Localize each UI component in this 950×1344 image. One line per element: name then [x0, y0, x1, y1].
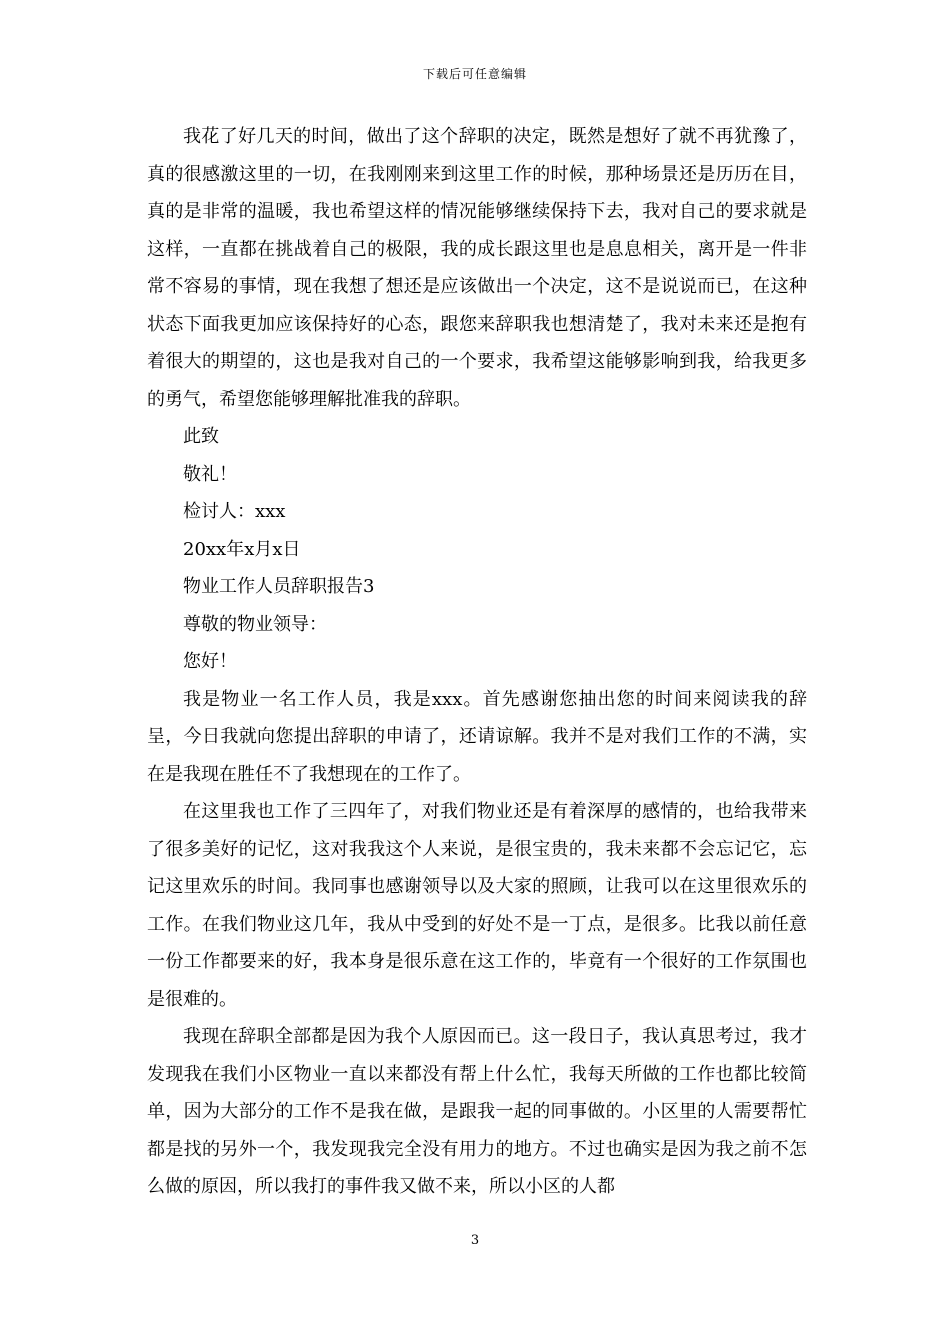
closing-salutation: 此致	[183, 426, 219, 447]
document-body	[147, 118, 807, 1206]
date-line: 20xx年x月x日	[183, 538, 301, 560]
signature-line: 检讨人：xxx	[183, 501, 286, 522]
page-number: 3	[470, 1233, 480, 1248]
greeting-hello: 您好！	[183, 651, 237, 672]
section-title: 物业工作人员辞职报告3	[183, 576, 375, 597]
page-header: 下载后可任意编辑	[422, 67, 527, 81]
paragraph-intro: 我是物业一名工作人员，我是xxx。首先感谢您抽出您的时间来阅读我的辞呈，今日我就向您提出辞职的申请了，还请谅解。我并不是对我们工作的不满，实在是我现在胜任不了我想现在的工作了。	[147, 688, 807, 785]
paragraph-reason: 我现在辞职全部都是因为我个人原因而已。这一段日子，我认真思考过，我才发现我在我们小区物业一直以来都没有帮上什么忙，我每天所做的工作也都比较简单，因为大部分的工作不是我在做，是跟我一起的同事做的。小区里的人需要帮忙都是找的另外一个，我发现我完全没有用力的地方。不过也确实是因为我之前不怎么做的原因，所以我打的事件我又做不来，所以小区的人都	[147, 1026, 807, 1197]
paragraph-decision: 我花了好几天的时间，做出了这个辞职的决定，既然是想好了就不再犹豫了，真的很感激这里的一切，在我刚刚来到这里工作的时候，那种场景还是历历在目，真的是非常的温暖，我也希望这样的情况能够继续保持下去，我对自己的要求就是这样，一直都在挑战着自己的极限，我的成长跟这里也是息息相关，离开是一件非常不容易的事情，现在我想了想还是应该做出一个决定，这不是说说而已，在这种状态下面我更加应该保持好的心态，跟您来辞职我也想清楚了，我对未来还是抱有着很大的期望的，这也是我对自己的一个要求，我希望这能够影响到我，给我更多的勇气，希望您能够理解批准我的辞职。	[147, 126, 807, 410]
greeting-recipient: 尊敬的物业领导：	[183, 613, 327, 635]
paragraph-gratitude: 在这里我也工作了三四年了，对我们物业还是有着深厚的感情的，也给我带来了很多美好的记忆，这对我我这个人来说，是很宝贵的，我未来都不会忘记它，忘记这里欢乐的时间。我同事也感谢领导以及大家的照顾，让我可以在这里很欢乐的工作。在我们物业这几年，我从中受到的好处不是一丁点，是很多。比我以前任意一份工作都要来的好，我本身是很乐意在这工作的，毕竟有一个很好的工作氛围也是很难的。	[147, 801, 807, 1010]
closing-regards: 敬礼！	[183, 463, 237, 485]
